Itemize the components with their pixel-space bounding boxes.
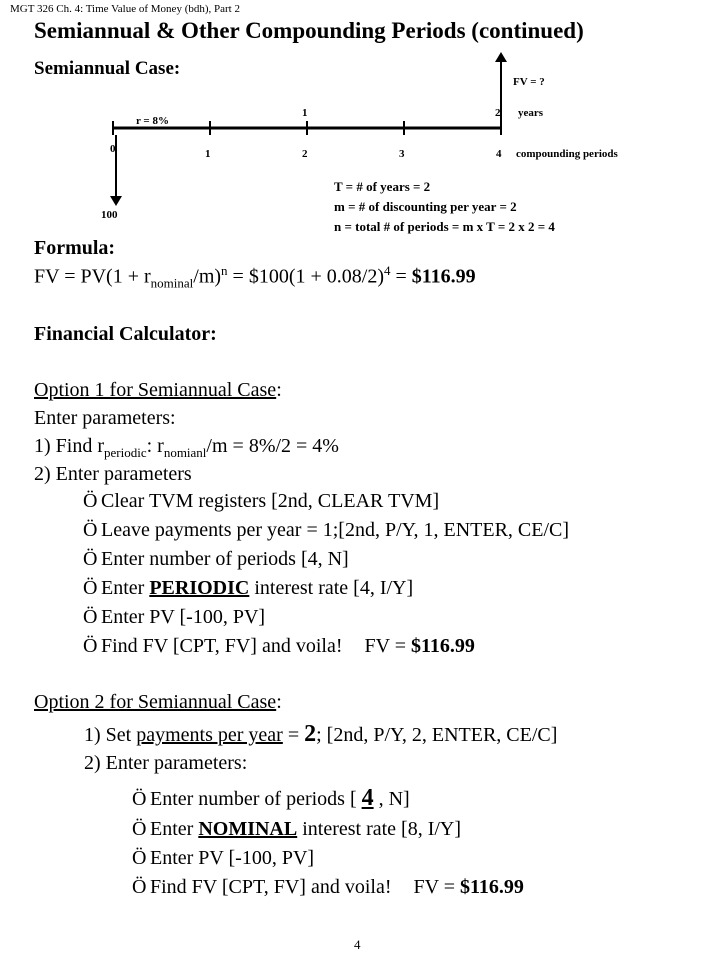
pv-label: 100 <box>101 209 118 221</box>
option1-bullet-item: Ö Clear TVM registers [2nd, CLEAR TVM] <box>83 490 440 512</box>
bullet-icon: Ö <box>83 490 98 512</box>
page-title: Semiannual & Other Compounding Periods (continued) <box>34 18 584 43</box>
document-header: MGT 326 Ch. 4: Time Value of Money (bdh), Part 2 <box>10 3 240 15</box>
option2-step2: 2) Enter parameters: <box>84 752 248 774</box>
bullet-icon: Ö <box>132 847 147 869</box>
option2-bullet-item: Ö Enter NOMINAL interest rate [8, I/Y] <box>132 818 462 840</box>
option1-enter-params: Enter parameters: <box>34 407 176 429</box>
option2-bullet-item: Ö Enter number of periods [ 4 , N] <box>132 785 410 811</box>
option1-bullet-item: Ö Leave payments per year = 1;[2nd, P/Y, 1, ENTER, CE/C] <box>83 519 570 541</box>
option1-bullet-item: Ö Enter PERIODIC interest rate [4, I/Y] <box>83 577 414 599</box>
bullet-icon: Ö <box>83 519 98 541</box>
periods-axis-label: compounding periods <box>516 148 618 160</box>
option2-bullet-item: Ö Enter PV [-100, PV] <box>132 847 315 869</box>
bullet-icon: Ö <box>83 635 98 657</box>
option1-bullet-item: Ö Enter PV [-100, PV] <box>83 606 266 628</box>
period-tick-label: 0 <box>110 143 116 155</box>
period-tick-label: 2 <box>302 148 308 160</box>
option1-title: Option 1 for Semiannual Case: <box>34 379 282 401</box>
bullet-icon: Ö <box>83 577 98 599</box>
option1-step2: 2) Enter parameters <box>34 463 192 485</box>
option1-step1: 1) Find $r_{periodic}$: $r_{nomianl}/m = 8\%/2 = 4\%$ <box>34 435 339 460</box>
option2-title: Option 2 for Semiannual Case: <box>34 691 282 713</box>
bullet-icon: Ö <box>132 818 147 840</box>
formula-heading: Formula: <box>34 237 116 259</box>
fv-label: FV = ? <box>513 76 545 88</box>
period-tick-label: 3 <box>399 148 405 160</box>
years-axis-label: years <box>518 107 544 119</box>
definition-m: m = # of discounting per year = 2 <box>334 199 517 214</box>
pv-arrow-head <box>110 196 122 206</box>
bullet-icon: Ö <box>132 788 147 810</box>
calculator-heading: Financial Calculator: <box>34 323 217 345</box>
period-tick-label: 4 <box>496 148 502 160</box>
formula-line: FV = $PV(1 + r_{nominal}/m)^n$ = $100(1 + 0.08/2)$^4$ = $116.99 <box>34 263 476 291</box>
rate-label: r = 8% <box>136 115 169 127</box>
bullet-icon: Ö <box>83 548 98 570</box>
definition-n: n = total # of periods = m x T = 2 x 2 = 4 <box>334 219 555 234</box>
page-number: 4 <box>354 937 361 952</box>
option2-bullet-item: Ö Find FV [CPT, FV] and voila! FV = $116.99 <box>132 876 524 898</box>
definition-years: T = # of years = 2 <box>334 179 431 194</box>
formula-result: $116.99 <box>411 265 476 288</box>
option1-bullet-item: Ö Enter number of periods [4, N] <box>83 548 349 570</box>
year-tick-label: 1 <box>302 107 308 119</box>
section-heading-semiannual: Semiannual Case: <box>34 58 181 79</box>
option1-bullet-item: Ö Find FV [CPT, FV] and voila! FV = $116.99 <box>83 635 475 657</box>
bullet-icon: Ö <box>83 606 98 628</box>
fv-arrow-head <box>495 52 507 62</box>
year-tick-label: 2 <box>495 107 501 119</box>
bullet-icon: Ö <box>132 876 147 898</box>
option2-step1: 1) Set payments per year = 2; [2nd, P/Y, 2, ENTER, CE/C] <box>84 721 558 747</box>
period-tick-label: 1 <box>205 148 211 160</box>
